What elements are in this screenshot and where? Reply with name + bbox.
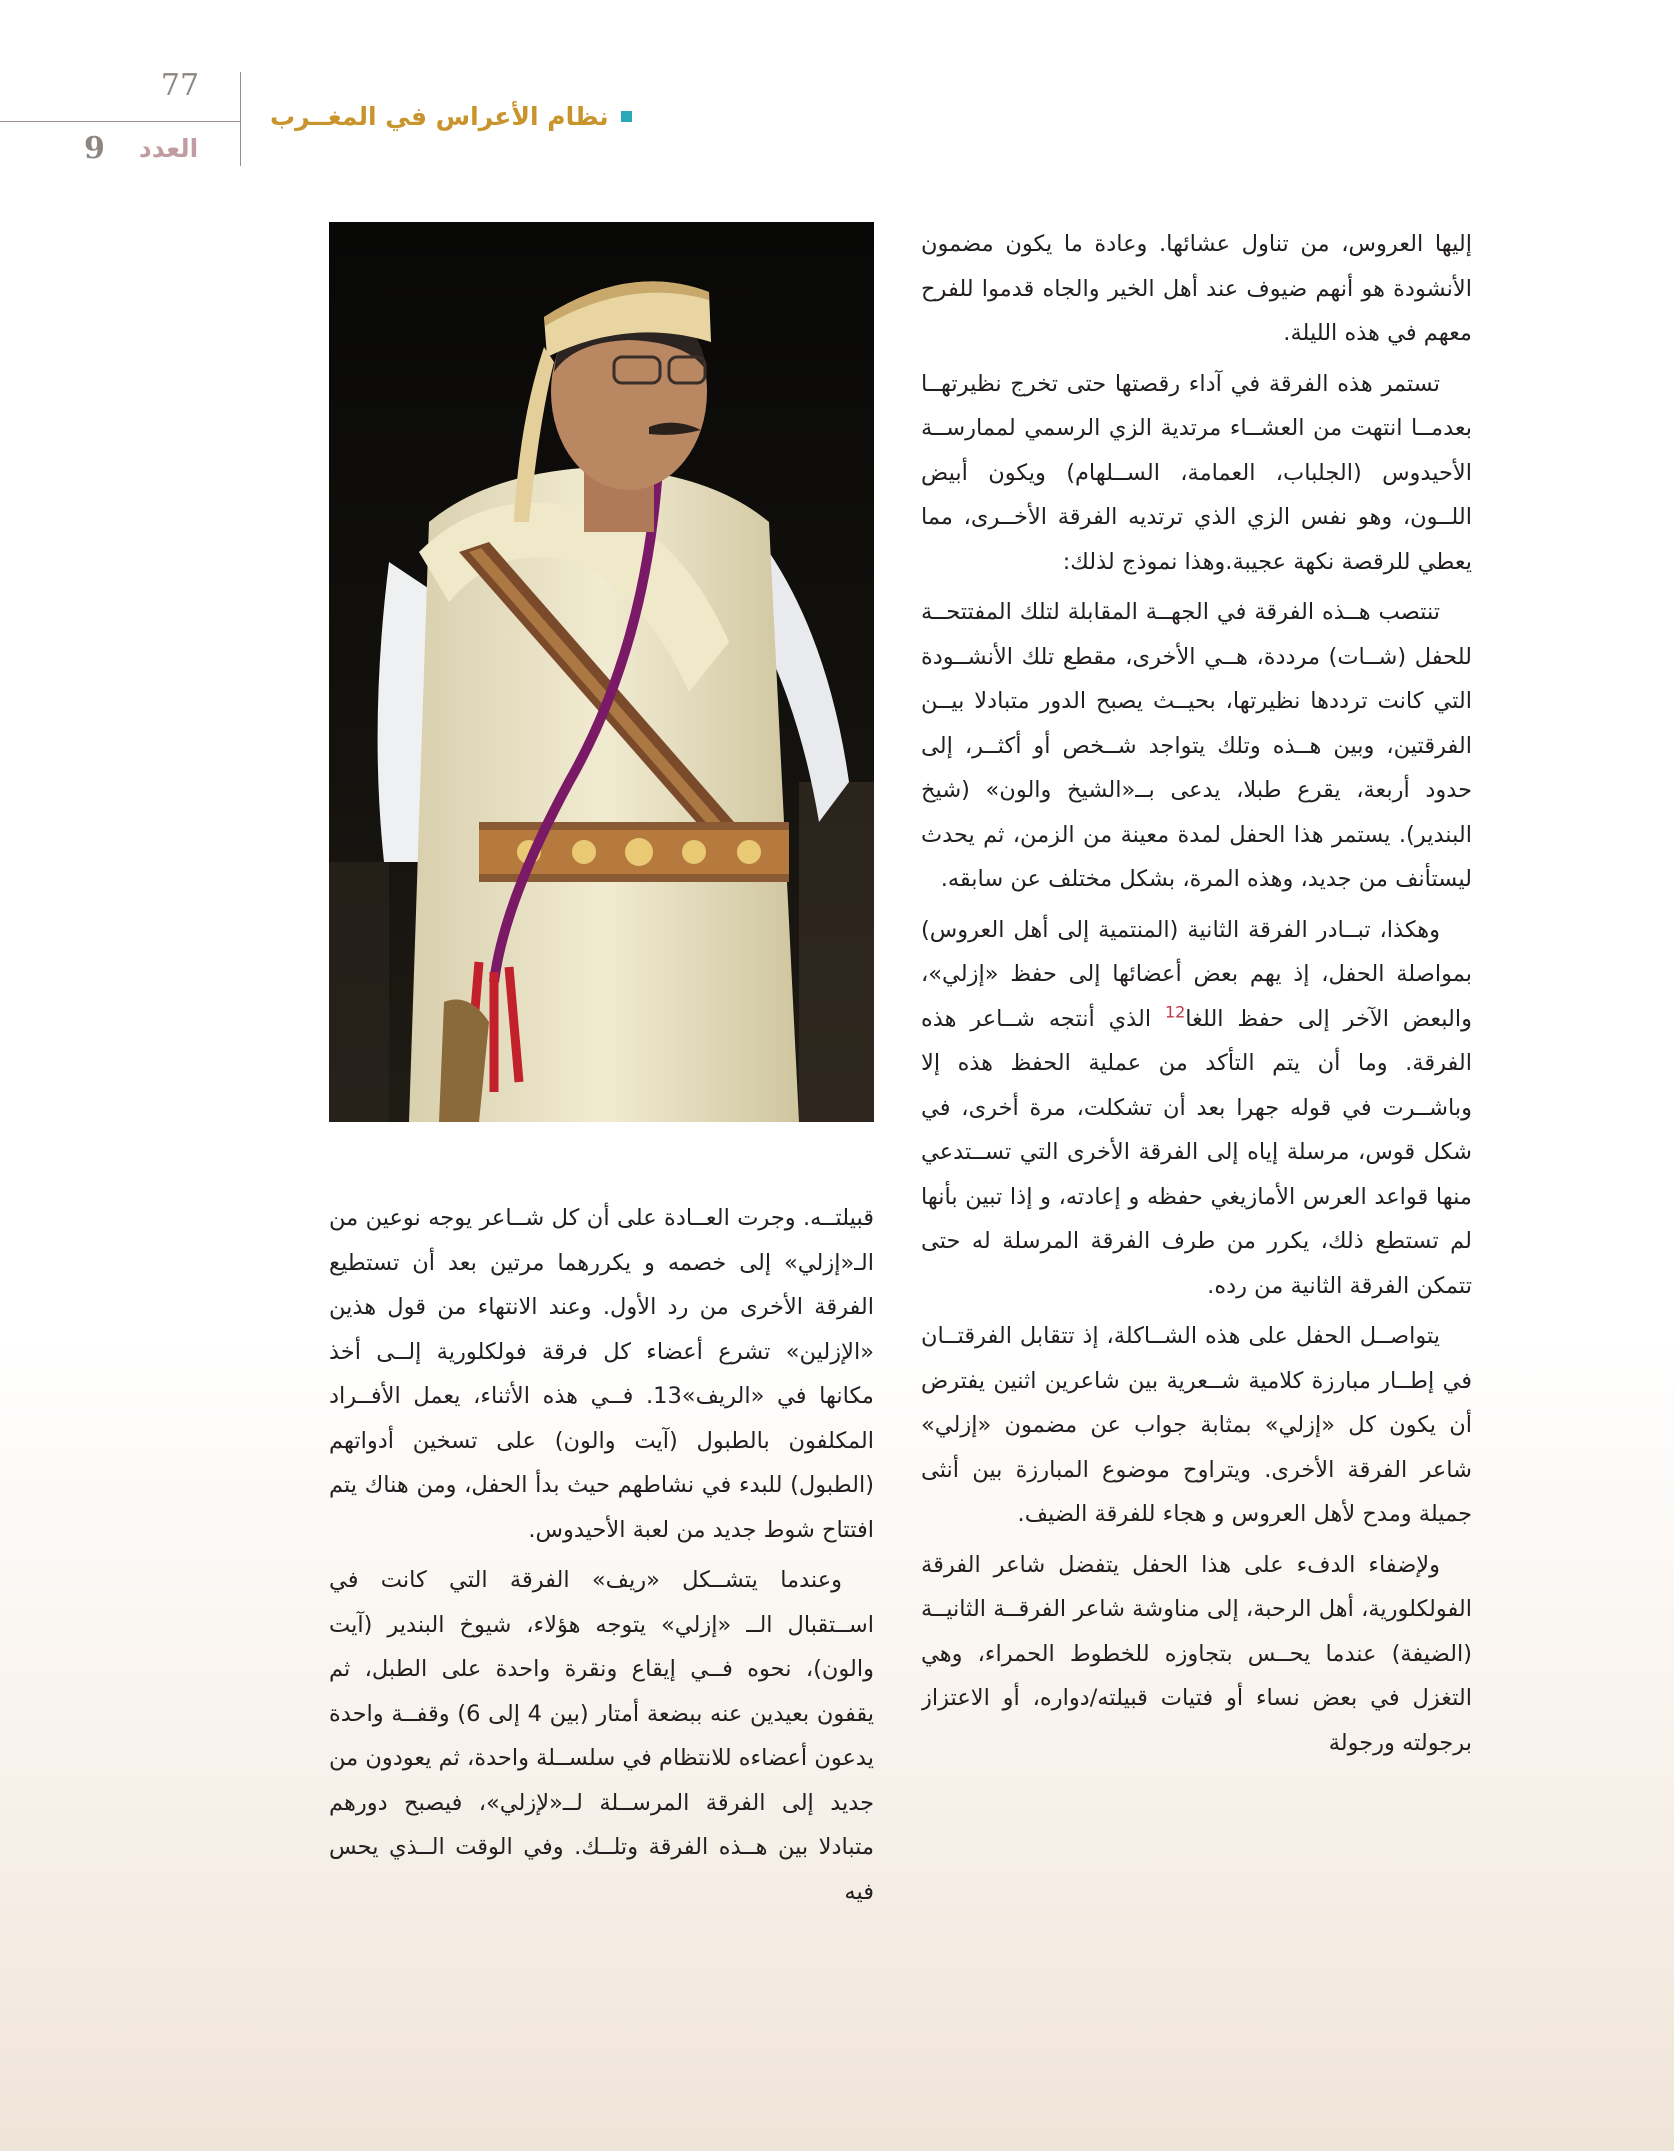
paragraph: ولإضفاء الدفء على هذا الحفل يتفضل شاعر الفرقة الفولكلورية، أهل الرحبة، إلى مناوشة شاعر الفرقــة الثانيــة (الضيفة) عندما يحــس بتجاوزه للخطوط الحمراء، وهي التغزل في بعض نساء أو فتيات قبيلته/دواره، أو الاعتزاز برجولته ورجولة <box>921 1551 1472 1756</box>
paragraph-with-footnote <box>921 908 1472 1309</box>
article-photo <box>329 222 874 1122</box>
bullet-square-icon <box>621 111 632 122</box>
paragraph: قبيلتــه. وجرت العــادة على أن كل شــاعر يوجه نوعين من الـ«إزلي» إلى خصمه و يكررهما مرتين بعد أن تستطيع الفرقة الأخرى من رد الأول. وعند الانتهاء من قول هذين «الإزلين» تشرع أعضاء كل فرقة فولكلورية إلــى أخذ مكانها في «الريف»13. فــي هذه الأثناء، يعمل الأفــراد المكلفون بالطبول (آيت والون) على تسخين أدواتهم (الطبول) للبدء في نشاطهم حيث بدأ الحفل، ومن هناك يتم افتتاح شوط جديد من لعبة الأحيدوس. <box>329 1205 874 1543</box>
paragraph: تنتصب هــذه الفرقة في الجهــة المقابلة لتلك المفتتحــة للحفل (شــات) مرددة، هــي الأخرى، مقطع تلك الأنشــودة التي كانت ترددها نظيرتها، بحيــث يصبح الدور متبادلا بيــن الفرقتين، وبين هــذه وتلك يتواجد شــخص أو أكثــر، إلى حدود أربعة، يقرع طبلا، يدعى بــ«الشيخ والون» (شيخ البندير). يستمر هذا الحفل لمدة معينة من الزمن، ثم يحدث ليستأنف من جديد، وهذه المرة، بشكل مختلف عن سابقه. <box>921 599 1472 892</box>
paragraph-text: الذي أنتجه شــاعر هذه الفرقة. وما أن يتم التأكد من عملية الحفظ هذه إلا وباشــرت في قوله جهرا بعد أن تشكلت، مرة أخرى، في شكل قوس، مرسلة إياه إلى الفرقة الأخرى التي تســتدعي منها قواعد العرس الأمازيغي حفظه و إعادته، و إذا تبين بأنها لم تستطع ذلك، يكرر من طرف الفرقة المرسلة له حتى تتمكن الفرقة الثانية من رده. <box>921 1005 1472 1299</box>
article-column-left <box>329 1196 874 1956</box>
section-title <box>270 96 632 136</box>
paragraph: إليها العروس، من تناول عشائها. وعادة ما يكون مضمون الأنشودة هو أنهم ضيوف عند أهل الخير والجاه قدموا للفرح معهم في هذه الليلة. <box>921 231 1472 346</box>
issue-number: 9 <box>84 130 105 166</box>
header-rule <box>0 121 240 122</box>
paragraph: يتواصــل الحفل على هذه الشــاكلة، إذ تتقابل الفرقتــان في إطــار مبارزة كلامية شــعرية بين شاعرين اثنين يفترض أن يكون كل «إزلي» بمثابة جواب عن مضمون «إزلي» شاعر الفرقة الأخرى. ويتراوح موضوع المبارزة بين أنثى جميلة ومدح لأهل العروس و هجاء للفرقة الضيف. <box>921 1323 1472 1527</box>
footnote-marker[interactable]: 12 <box>1164 1002 1186 1021</box>
issue-info <box>84 128 198 168</box>
page-number: 77 <box>160 68 200 103</box>
article-column-right <box>921 222 1472 1957</box>
paragraph-text: وهكذا، تبــادر الفرقة الثانية (المنتمية إلى أهل العروس) بمواصلة الحفل، إذ يهم بعض أعضائها إلى حفظ «إزلي»، والبعض الآخر إلى حفظ اللغا <box>921 916 1472 1032</box>
paragraph: تستمر هذه الفرقة في آداء رقصتها حتى تخرج نظيرتهــا بعدمــا انتهت من العشــاء مرتدية الزي الرسمي لممارســة الأحيدوس (الجلباب، العمامة، الســلهام) ويكون أبيض اللــون، وهو نفس الزي الذي ترتديه الفرقة الأخــرى، مما يعطي للرقصة نكهة عجيبة.وهذا نموذج لذلك: <box>921 370 1472 575</box>
man-in-traditional-costume-illustration <box>329 222 874 1122</box>
issue-label: العدد <box>138 133 199 163</box>
section-title-text: نظام الأعراس في المغــرب <box>270 101 609 131</box>
paragraph: وعندما يتشــكل «ريف» الفرقة التي كانت في اســتقبال الــ «إزلي» يتوجه هؤلاء، شيوخ البندير (آيت والون)، نحوه فــي إيقاع ونقرة واحدة على الطبل، ثم يقفون بعيدين عنه ببضعة أمتار (بين 4 إلى 6) وقفــة واحدة يدعون أعضاءه للانتظام في سلســلة واحدة، ثم يعودون من جديد إلى الفرقة المرســلة لــ«لإزلي»، فيصبح دورهم متبادلا بين هــذه الفرقة وتلــك. وفي الوقت الــذي يحس فيه <box>329 1567 874 1905</box>
header-divider <box>240 72 241 166</box>
